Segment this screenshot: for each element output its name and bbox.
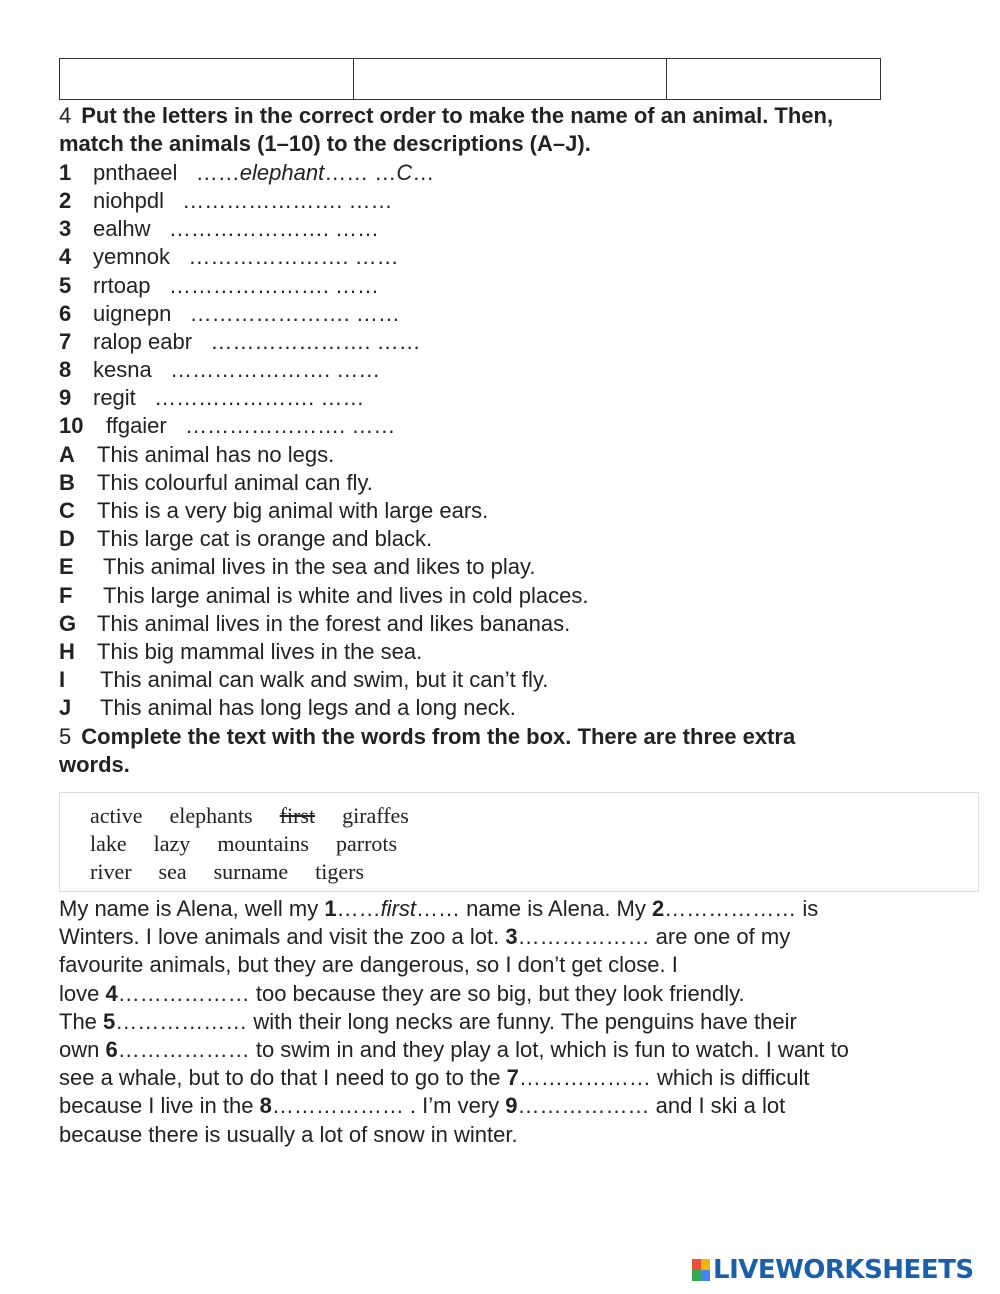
header-table-cell xyxy=(354,59,667,99)
list-item: 4 yemnok …………………. …… xyxy=(59,244,399,269)
answer-blank[interactable]: …………………. …… xyxy=(185,413,396,438)
list-item: 9 regit …………………. …… xyxy=(59,385,365,410)
list-item: 2 niohpdl …………………. …… xyxy=(59,188,393,213)
example-letter: C xyxy=(396,160,413,185)
exercise-number: 4 xyxy=(59,103,72,128)
example-answer: first xyxy=(380,896,417,921)
example-answer: elephant xyxy=(239,160,325,185)
answer-blank[interactable]: …………………. …… xyxy=(168,273,380,298)
cloze-text: My name is Alena, well my 1……first…… name is Alena. My 2……………… is Winters. I love animals and visit the zoo a lot. 3……………… are one of my favourite animals, but they are dangerous, so I don’t get close. I love 4……………… too because they are so big, but they look friendly. The 5……………… with their long necks are funny. The penguins have their own 6……………… to swim in and they play a lot, which is fun to watch. I want to see a whale, but to do that I need to go to the 7……………… which is difficult because I live in the 8……………… . I’m very 9……………… and I ski a lot because there is usually a lot of snow in winter. xyxy=(59,896,849,1147)
list-item: 6 uignepn …………………. …… xyxy=(59,301,400,326)
exercise-number: 5 xyxy=(59,724,72,749)
gap-blank[interactable]: ……………… xyxy=(517,1093,650,1119)
answer-blank[interactable]: …………………. …… xyxy=(170,357,381,382)
list-item: 10 ffgaier …………………. …… xyxy=(59,413,396,438)
word-box xyxy=(59,792,979,892)
logo-icon xyxy=(692,1259,710,1281)
header-table xyxy=(59,58,881,100)
description-item: I This animal can walk and swim, but it can’t fly. xyxy=(59,667,549,692)
description-item: D This large cat is orange and black. xyxy=(59,526,433,551)
list-item: 1 pnthaeel ……elephant…… …C… xyxy=(59,160,435,185)
description-item: J This animal has long legs and a long neck. xyxy=(59,695,516,720)
exercise-5-instruction-cont: words. xyxy=(59,752,130,777)
answer-blank[interactable]: …………………. …… xyxy=(154,385,365,410)
liveworksheets-logo[interactable] xyxy=(692,1256,974,1284)
used-word: first xyxy=(279,803,316,828)
answer-blank[interactable]: …………………. …… xyxy=(182,188,393,213)
gap-blank[interactable]: ……………… xyxy=(517,924,650,950)
description-item: A This animal has no legs. xyxy=(59,442,335,467)
header-table-cell xyxy=(667,59,880,99)
exercise-4-instruction-cont: match the animals (1–10) to the descriptions (A–J). xyxy=(59,131,591,156)
logo-text: LIVEWORKSHEETS xyxy=(713,1255,974,1285)
answer-blank[interactable]: …………………. …… xyxy=(210,329,421,354)
list-item: 8 kesna …………………. …… xyxy=(59,357,381,382)
exercise-4-instruction: 4 Put the letters in the correct order to make the name of an animal. Then, xyxy=(59,103,834,128)
description-item: B This colourful animal can fly. xyxy=(59,470,373,495)
word-box-row: lake lazy mountains parrots xyxy=(90,831,398,856)
description-item: H This big mammal lives in the sea. xyxy=(59,639,423,664)
answer-blank[interactable]: …………………. …… xyxy=(168,216,380,241)
exercise-5-instruction: 5 Complete the text with the words from the box. There are three extra xyxy=(59,724,796,749)
description-item: E This animal lives in the sea and likes to play. xyxy=(59,554,536,579)
header-table-cell xyxy=(60,59,354,99)
gap-blank[interactable]: ……………… xyxy=(518,1065,651,1091)
list-item: 3 ealhw …………………. …… xyxy=(59,216,380,241)
description-item: F This large animal is white and lives in cold places. xyxy=(59,583,589,608)
answer-blank[interactable]: …………………. …… xyxy=(188,244,399,269)
gap-blank[interactable]: ……………… xyxy=(115,1008,248,1034)
list-item: 5 rrtoap …………………. …… xyxy=(59,273,380,298)
gap-blank[interactable]: ……………… xyxy=(664,896,797,921)
answer-blank[interactable]: …………………. …… xyxy=(189,301,400,326)
gap-blank[interactable]: ……………… xyxy=(271,1093,404,1119)
word-box-row: river sea surname tigers xyxy=(90,859,365,884)
list-item: 7 ralop eabr …………………. …… xyxy=(59,329,421,354)
description-item: G This animal lives in the forest and likes bananas. xyxy=(59,611,571,636)
word-box-row: active elephants first giraffes xyxy=(90,803,409,828)
description-item: C This is a very big animal with large ears. xyxy=(59,498,489,523)
gap-blank[interactable]: ……………… xyxy=(117,1037,250,1063)
gap-blank[interactable]: ……………… xyxy=(117,980,250,1006)
